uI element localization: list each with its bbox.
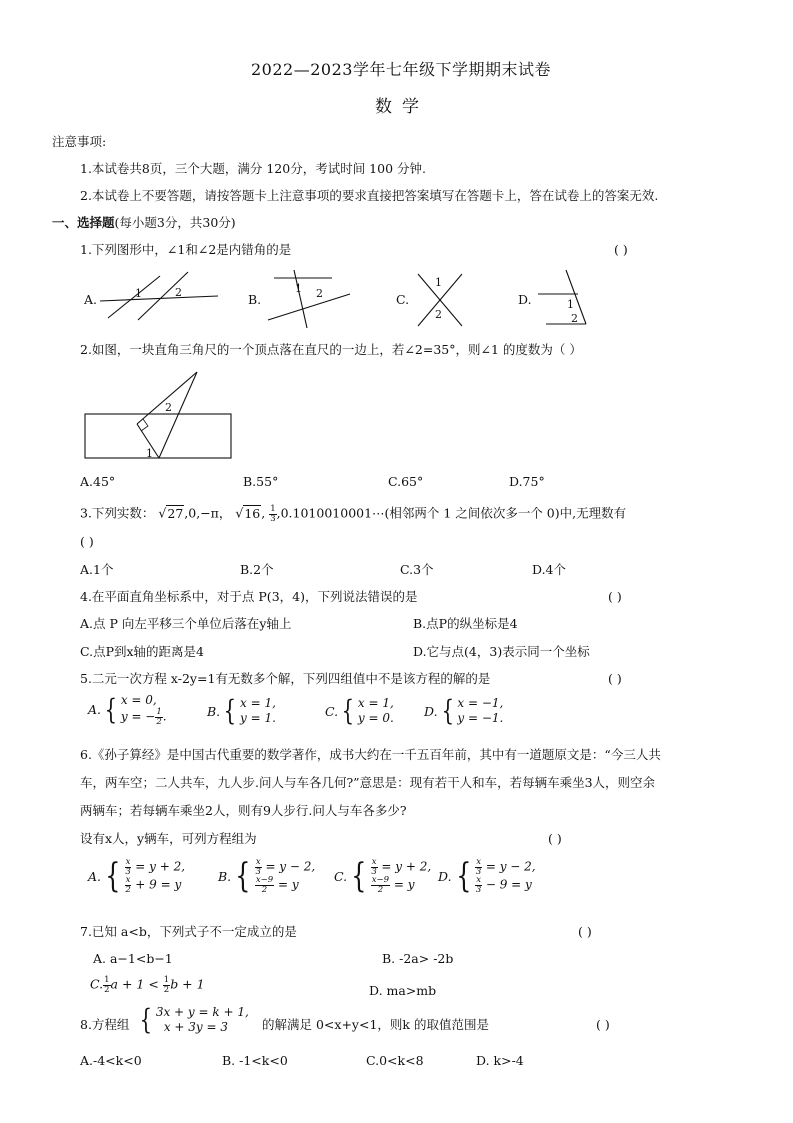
- q4-option-d: D.它与点(4，3)表示同一个坐标: [413, 644, 590, 659]
- q4-option-a: A.点 P 向左平移三个单位后落在y轴上: [80, 616, 292, 631]
- q1b-angle-1: 1: [295, 282, 302, 295]
- q6-option-d: D. { $\frac{x}{3}$ = y − 2, $\frac{x}{3}$ − 9 = y: [438, 856, 536, 896]
- q3-sqrt27-value: 27: [167, 505, 184, 521]
- q1-label-c: C.: [396, 292, 410, 307]
- q1d-angle-2: 2: [571, 312, 578, 325]
- q5-option-b: B. { x = 1, y = 1.: [207, 694, 276, 727]
- q8-answer-paren: ( ): [596, 1017, 610, 1032]
- q2-angle-1: 1: [146, 447, 153, 460]
- q1-figure-c: [410, 270, 470, 330]
- q7-option-d: D. ma>mb: [369, 983, 437, 998]
- q3-fraction: $\frac{1}{3}$: [270, 504, 276, 524]
- q8-prefix: 8.方程组: [80, 1017, 130, 1032]
- q5-stem: 5.二元一次方程 x-2y=1有无数多个解，下列四组值中不是该方程的解的是: [80, 671, 491, 686]
- section-name: 选择题: [77, 215, 115, 230]
- q6-option-a: A. { $\frac{x}{3}$ = y + 2, $\frac{x}{2}$ + 9 = y: [88, 856, 186, 896]
- q8-option-c: C.0<k<8: [366, 1053, 424, 1068]
- q7-option-b: B. -2a> -2b: [382, 951, 454, 966]
- q7-stem: 7.已知 a<b，下列式子不一定成立的是: [80, 924, 297, 939]
- section-heading: [52, 215, 236, 230]
- q1c-angle-1: 1: [435, 276, 442, 289]
- q2-option-d: D.75°: [509, 474, 545, 489]
- q3-sqrt16-value: 16: [244, 505, 261, 521]
- exam-title: 2022—2023学年七年级下学期期末试卷: [251, 60, 551, 79]
- q7-answer-paren: ( ): [578, 924, 592, 939]
- q3-option-c: C.3个: [400, 562, 434, 577]
- q2-stem: 2.如图，一块直角三角尺的一个顶点落在直尺的一边上，若∠2=35°，则∠1 的度数为（ ）: [80, 342, 582, 357]
- q4-answer-paren: ( ): [608, 589, 622, 604]
- q3-option-a: A.1个: [80, 562, 114, 577]
- q5-option-c: C. { x = 1, y = 0.: [325, 694, 394, 727]
- q2-option-a: A.45°: [80, 474, 116, 489]
- q8-option-a: A.-4<k<0: [80, 1053, 142, 1068]
- q4-option-b: B.点P的纵坐标是4: [413, 616, 518, 631]
- q2-figure: [84, 368, 234, 463]
- q1-label-d: D.: [518, 292, 532, 307]
- q1a-angle-2: 2: [175, 286, 182, 299]
- q1-answer-paren: ( ): [614, 242, 628, 257]
- q1b-angle-2: 2: [316, 287, 323, 300]
- q6-line-4: 设有x人，y辆车，可列方程组为: [80, 831, 257, 846]
- q3-suffix: ,0.1010010001⋯(相邻两个 1 之间依次多一个 0)中,无理数有: [276, 505, 627, 521]
- q3-option-d: D.4个: [532, 562, 567, 577]
- q1-figure-a: [98, 270, 223, 330]
- q7-option-a: A. a−1<b−1: [93, 951, 173, 966]
- q3-sqrt27: √27: [158, 505, 184, 521]
- q7-option-c: C. $\frac{1}{2}$ a + 1 < $\frac{1}{2}$ b + 1: [90, 975, 205, 995]
- notice-item-1: 1.本试卷共8页，三个大题，满分 120分，考试时间 100 分钟.: [80, 161, 426, 176]
- q2-option-c: C.65°: [388, 474, 424, 489]
- q8-suffix: 的解满足 0<x+y<1，则k 的取值范围是: [262, 1017, 489, 1032]
- q1-label-a: A.: [84, 292, 98, 307]
- q1c-angle-2: 2: [435, 308, 442, 321]
- q5-answer-paren: ( ): [608, 671, 622, 686]
- q1-stem: 1.下列图形中，∠1和∠2是内错角的是: [80, 242, 292, 257]
- q4-stem: 4.在平面直角坐标系中，对于点 P(3，4)，下列说法错误的是: [80, 589, 418, 604]
- q5-option-d: D. { x = −1, y = −1.: [424, 694, 504, 727]
- subject-title: 数学: [375, 97, 429, 117]
- q3-prefix: 3.下列实数：: [80, 505, 155, 521]
- q1a-angle-1: 1: [135, 287, 142, 300]
- q1-label-b: B.: [248, 292, 262, 307]
- q6-line-1: 6.《孙子算经》是中国古代重要的数学著作，成书大约在一千五百年前，其中有一道题原文是：“今三人共: [80, 747, 661, 762]
- q3-option-b: B.2个: [240, 562, 274, 577]
- q1-figure-d: [534, 270, 594, 330]
- q1d-angle-1: 1: [567, 298, 574, 311]
- q3-stem: 3.下列实数： √27,0,−π， √16, $\frac{1}{3}$ ,0.1010010001⋯(相邻两个 1 之间依次多一个 0)中,无理数有: [80, 504, 627, 524]
- q8-system: { 3x + y = k + 1, x + 3y = 3: [139, 1003, 249, 1036]
- q6-line-2: 车，两车空；二人共车，九人步.问人与车各几何?”意思是：现有若干人和车，若每辆车乘坐3人，则空余: [80, 775, 656, 790]
- q3-mid: ,0,−π，: [184, 505, 232, 521]
- q3-answer-paren: ( ): [80, 534, 94, 549]
- notice-item-2: 2.本试卷上不要答题，请按答题卡上注意事项的要求直接把答案填写在答题卡上，答在试卷上的答案无效.: [80, 188, 659, 203]
- q5-option-a: A. { x = 0, y = − $\frac{1}{2}$ .: [88, 692, 167, 727]
- notice-heading: 注意事项:: [52, 134, 107, 149]
- q6-line-3: 两辆车；若每辆车乘坐2人，则有9人步行.问人与车各多少?: [80, 803, 407, 818]
- section-label: 一、: [52, 215, 78, 230]
- q6-answer-paren: ( ): [548, 831, 562, 846]
- q8-option-b: B. -1<k<0: [222, 1053, 288, 1068]
- section-note: (每小题3分，共30分): [114, 215, 236, 230]
- q6-option-c: C. { $\frac{x}{3}$ = y + 2, $\frac{x-9}{2}$ = y: [334, 856, 432, 896]
- q2-option-b: B.55°: [243, 474, 279, 489]
- q4-option-c: C.点P到x轴的距离是4: [80, 644, 205, 659]
- q6-option-b: B. { $\frac{x}{3}$ = y − 2, $\frac{x-9}{2}$ = y: [218, 856, 316, 896]
- q8-option-d: D. k>-4: [476, 1053, 524, 1068]
- q1-figure-b: [262, 270, 352, 330]
- q2-angle-2: 2: [165, 401, 172, 414]
- q3-sqrt16: √16: [235, 505, 261, 521]
